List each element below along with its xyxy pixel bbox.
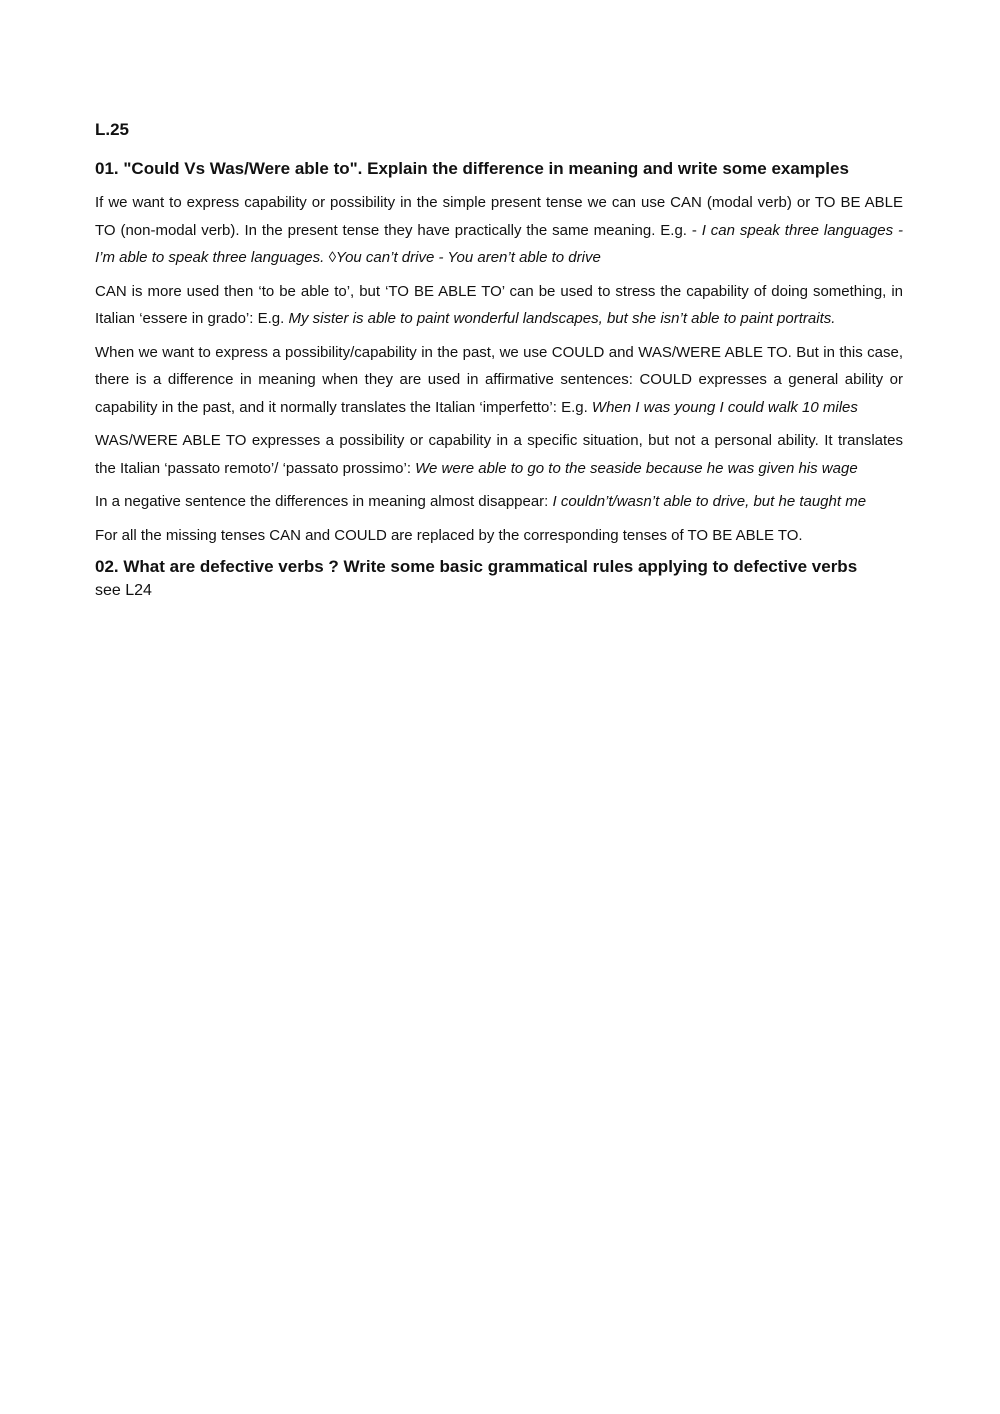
paragraph-5-example: I couldn’t/wasn’t able to drive, but he taught me <box>552 493 867 510</box>
paragraph-3-text: When we want to express a possibility/capability in the past, we use COULD and WAS/WERE ABLE TO. But in this case, there is a difference in meaning when they are used in affirmative sentences: COULD expresses a general ability or capability in the past, and it normally translates the Italian ‘imperfetto’: E.g. <box>95 343 903 416</box>
paragraph-5-text: In a negative sentence the differences in meaning almost disappear: <box>95 493 553 510</box>
paragraph-1-example: I can speak three languages - I’m able to speak three languages. ◊You can’t drive - You aren’t able to drive <box>95 221 903 266</box>
paragraph-4 <box>95 427 903 482</box>
paragraph-6: For all the missing tenses CAN and COULD are replaced by the corresponding tenses of TO BE ABLE TO. <box>95 526 803 544</box>
lesson-number: L.25 <box>95 120 130 139</box>
paragraph-5 <box>95 488 903 516</box>
paragraph-3 <box>95 339 903 422</box>
paragraph-2 <box>95 278 903 333</box>
question-2-answer: see L24 <box>95 582 152 599</box>
document-page <box>95 118 903 603</box>
question-2-title: 02. What are defective verbs ? Write some basic grammatical rules applying to defective verbs <box>95 557 858 576</box>
paragraph-3-example: When I was young I could walk 10 miles <box>591 398 858 416</box>
question-1-title: 01. "Could Vs Was/Were able to". Explain the difference in meaning and write some examples <box>95 159 849 178</box>
paragraph-1 <box>95 189 903 272</box>
paragraph-1-text: If we want to express capability or possibility in the simple present tense we can use CAN (modal verb) or TO BE ABLE TO (non-modal verb). In the present tense they have practically the same meaning. E.g. - <box>95 194 903 239</box>
paragraph-4-text: WAS/WERE ABLE TO expresses a possibility or capability in a specific situation, but not a personal ability. It translates the Italian ‘passato remoto’/ ‘passato prossimo’: <box>95 432 903 477</box>
paragraph-2-text: CAN is more used then ‘to be able to’, but ‘TO BE ABLE TO’ can be used to stress the capability of doing something, in Italian ‘essere in grado’: E.g. <box>95 282 903 327</box>
paragraph-4-example: We were able to go to the seaside because he was given his wage <box>415 459 858 477</box>
paragraph-2-example: My sister is able to paint wonderful landscapes, but she isn’t able to paint portraits. <box>288 310 836 327</box>
